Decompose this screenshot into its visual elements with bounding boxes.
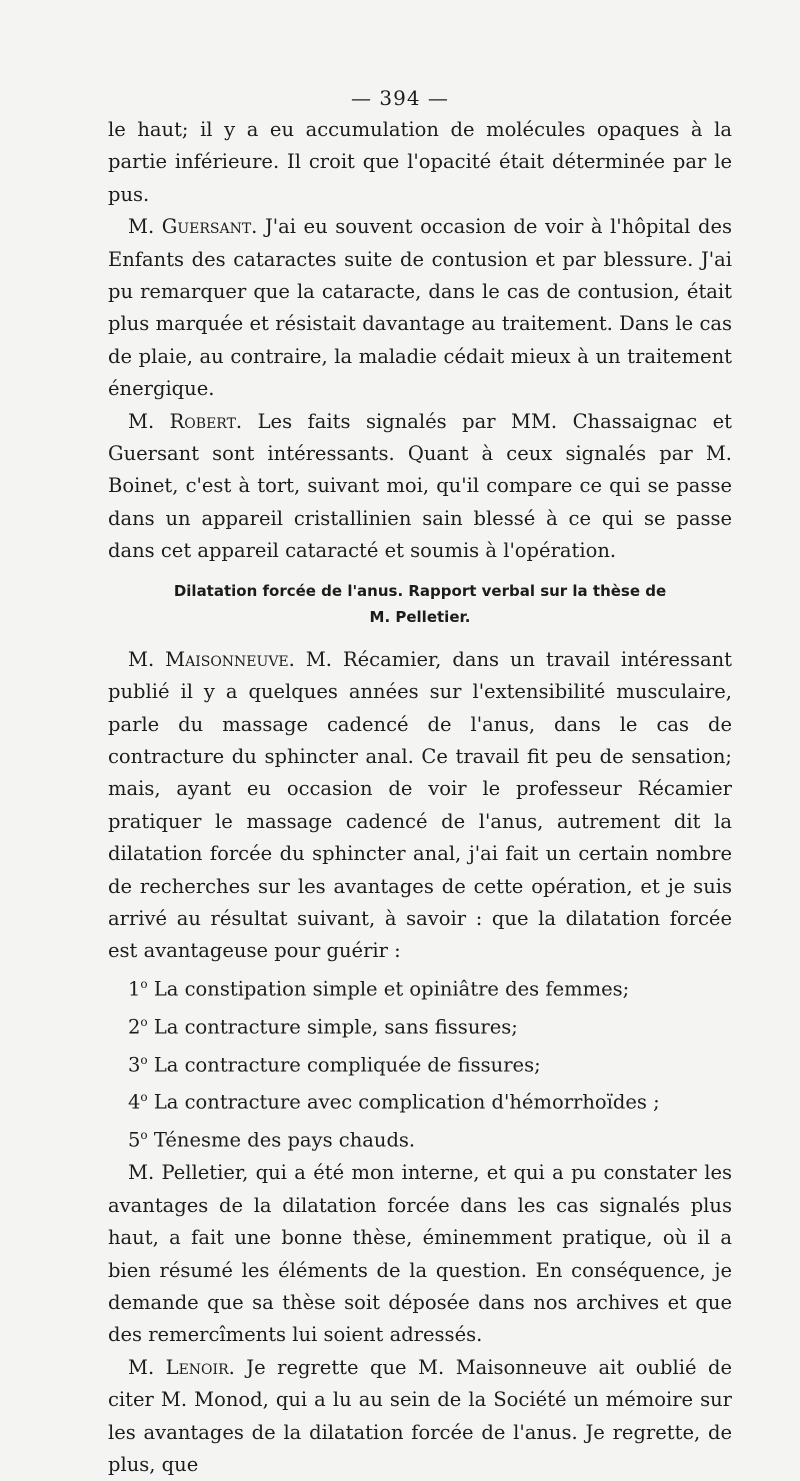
page-number: — 394 — (351, 86, 449, 110)
paragraph-pelletier: M. Pelletier, qui a été mon interne, et qui a pu constater les avantages de la dilatation forcée dans les cas signalés plus haut, a fait une bonne thèse, éminemment pratique, où il a bien résumé les éléments de la question. En conséquence, je demande que sa thèse soit déposée dans nos archives et que des remercîments lui soient adressés. (108, 1161, 732, 1347)
speaker-maisonneuve: M. Maisonneuve. (128, 647, 295, 671)
paragraph-lenoir (108, 1352, 732, 1481)
section-heading-line-1: Dilatation forcée de l'anus. Rapport verbal sur la thèse de (173, 581, 667, 600)
speaker-guersant: M. Guersant. (128, 215, 258, 239)
list-item: 5$^o$ Ténesme des pays chauds. (128, 1128, 416, 1152)
speaker-lenoir: M. Lenoir. (128, 1355, 235, 1379)
guersant-remarks: J'ai eu souvent occasion de voir à l'hôpital des Enfants des cataractes suite de contusion et par blessure. J'ai pu remarquer que la cataracte, dans le cas de contusion, était plus marquée et résistait davantage au traitement. Dans le cas de plaie, au contraire, la maladie cédait mieux à un traitement énergique. (108, 215, 732, 401)
section-heading (108, 578, 732, 630)
list-item: 1$^o$ La constipation simple et opiniâtre des femmes; (128, 976, 630, 1001)
robert-remarks: Les faits signalés par MM. Chassaignac et Guersant sont intéressants. Quant à ceux signalés par M. Boinet, c'est à tort, suivant moi, qu'il compare ce qui se passe dans un appareil cristallinien sain blessé à ce qui se passe dans cet appareil cataracté et soumis à l'opération. (108, 409, 732, 563)
maisonneuve-remarks: M. Récamier, dans un travail intéressant publié il y a quelques années sur l'extensibilité musculaire, parle du massage cadencé de l'anus, dans le cas de contracture du sphincter anal. Ce travail fit peu de sensation; mais, ayant eu occasion de voir le professeur Récamier pratiquer le massage cadencé de l'anus, autrement dit la dilatation forcée du sphincter anal, j'ai fait un certain nombre de recherches sur les avantages de cette opération, et je suis arrivé au résultat suivant, à savoir : que la dilatation forcée est avantageuse pour guérir : (108, 647, 732, 963)
paragraph-maisonneuve (108, 644, 732, 968)
section-heading-line-2: M. Pelletier. (369, 607, 471, 626)
body-text (108, 114, 732, 1481)
paragraph-robert (108, 406, 732, 568)
paragraph-guersant (108, 211, 732, 405)
list-item: 4$^o$ La contracture avec complication d'hémorrhoïdes ; (128, 1090, 660, 1114)
indications-list (108, 968, 732, 1158)
lenoir-remarks: Je regrette que M. Maisonneuve ait oublié de citer M. Monod, qui a lu au sein de la Société un mémoire sur les avantages de la dilatation forcée de l'anus. Je regrette, de plus, que (108, 1355, 732, 1476)
list-item: 2$^o$ La contracture simple, sans fissures; (128, 1014, 518, 1039)
paragraph-opacity-continuation: le haut; il y a eu accumulation de molécules opaques à la partie inférieure. Il croit que l'opacité était déterminée par le pus. (108, 118, 732, 206)
speaker-robert: M. Robert. (128, 409, 243, 433)
list-item: 3$^o$ La contracture compliquée de fissures; (128, 1052, 541, 1077)
